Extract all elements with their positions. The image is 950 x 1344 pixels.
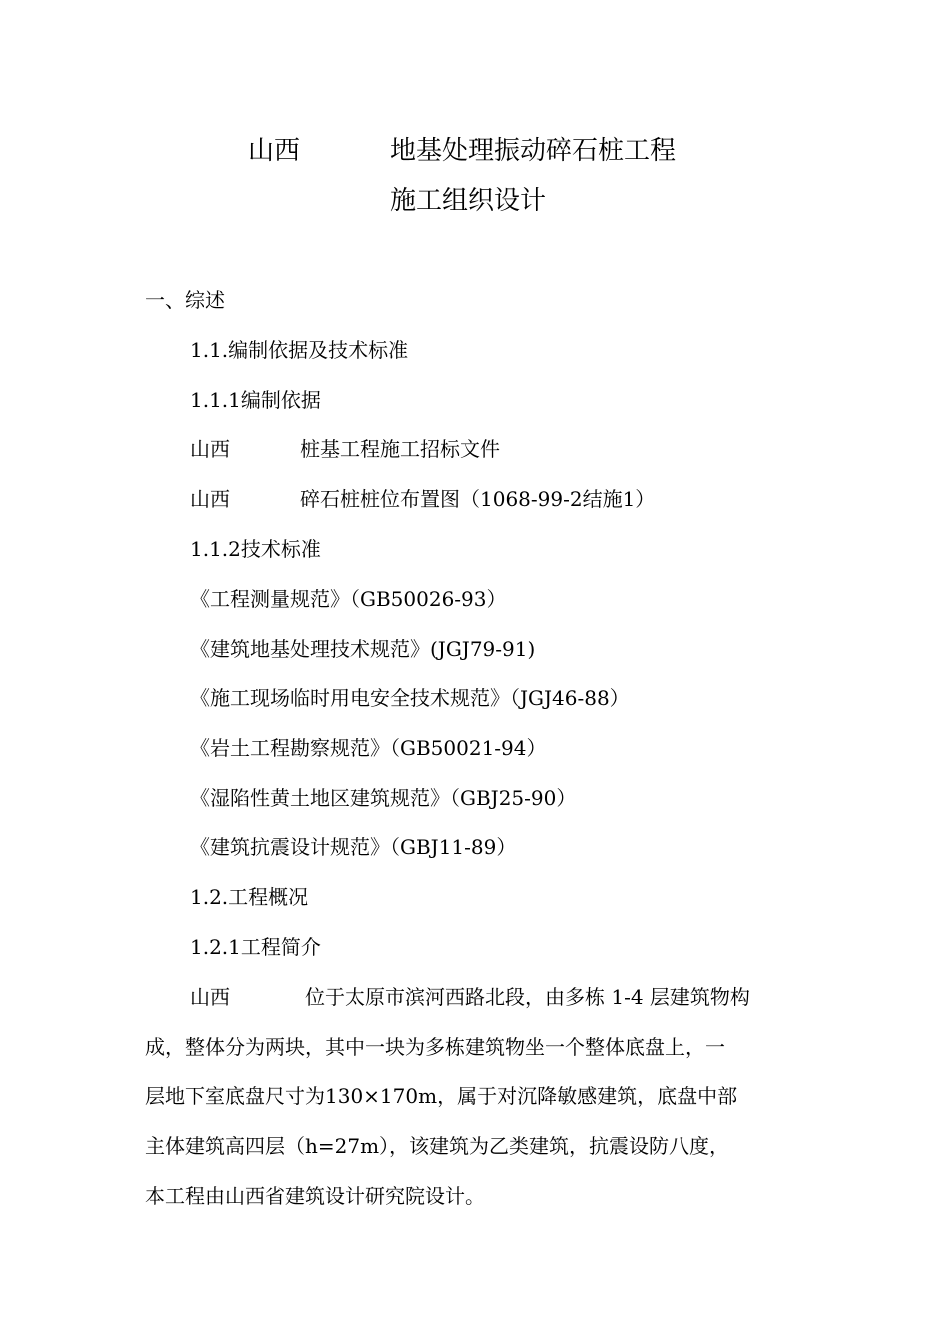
section-heading: 一、综述 xyxy=(145,288,225,312)
overview-line: 本工程由山西省建筑设计研究院设计。 xyxy=(145,1184,485,1208)
standard-item: 《工程测量规范》（GB50026-93） xyxy=(190,587,507,611)
standard-item: 《岩土工程勘察规范》（GB50021-94） xyxy=(190,736,547,760)
overview-place: 山西 xyxy=(190,985,230,1009)
overview-line: 层地下室底盘尺寸为130×170m，属于对沉降敏感建筑，底盘中部 xyxy=(145,1084,738,1108)
subsection-1-2: 1.2.工程概况 xyxy=(190,885,309,909)
overview-line: 主体建筑高四层（h=27m），该建筑为乙类建筑，抗震设防八度， xyxy=(145,1134,730,1158)
basis-item-text: 碎石桩桩位布置图（1068-99-2结施1） xyxy=(300,487,656,511)
subsection-1-1-2: 1.1.2技术标准 xyxy=(190,537,321,561)
subsection-1-1-1: 1.1.1编制依据 xyxy=(190,388,321,412)
basis-item-place: 山西 xyxy=(190,487,230,511)
basis-item-place: 山西 xyxy=(190,437,230,461)
basis-item-text: 桩基工程施工招标文件 xyxy=(300,437,500,461)
standard-item: 《建筑地基处理技术规范》(JGJ79-91) xyxy=(190,637,536,661)
subsection-1-1: 1.1.编制依据及技术标准 xyxy=(190,338,409,362)
overview-line: 成，整体分为两块，其中一块为多栋建筑物坐一个整体底盘上，一 xyxy=(145,1035,725,1059)
standard-item: 《建筑抗震设计规范》（GBJ11-89） xyxy=(190,835,517,859)
overview-line: 位于太原市滨河西路北段，由多栋 1-4 层建筑物构 xyxy=(305,985,750,1009)
subsection-1-2-1: 1.2.1工程简介 xyxy=(190,935,321,959)
standard-item: 《施工现场临时用电安全技术规范》（JGJ46-88） xyxy=(190,686,630,710)
document-title: 地基处理振动碎石桩工程 xyxy=(390,136,677,166)
title-place: 山西 xyxy=(248,136,301,166)
document-subtitle: 施工组织设计 xyxy=(390,186,547,216)
standard-item: 《湿陷性黄土地区建筑规范》（GBJ25-90） xyxy=(190,786,577,810)
